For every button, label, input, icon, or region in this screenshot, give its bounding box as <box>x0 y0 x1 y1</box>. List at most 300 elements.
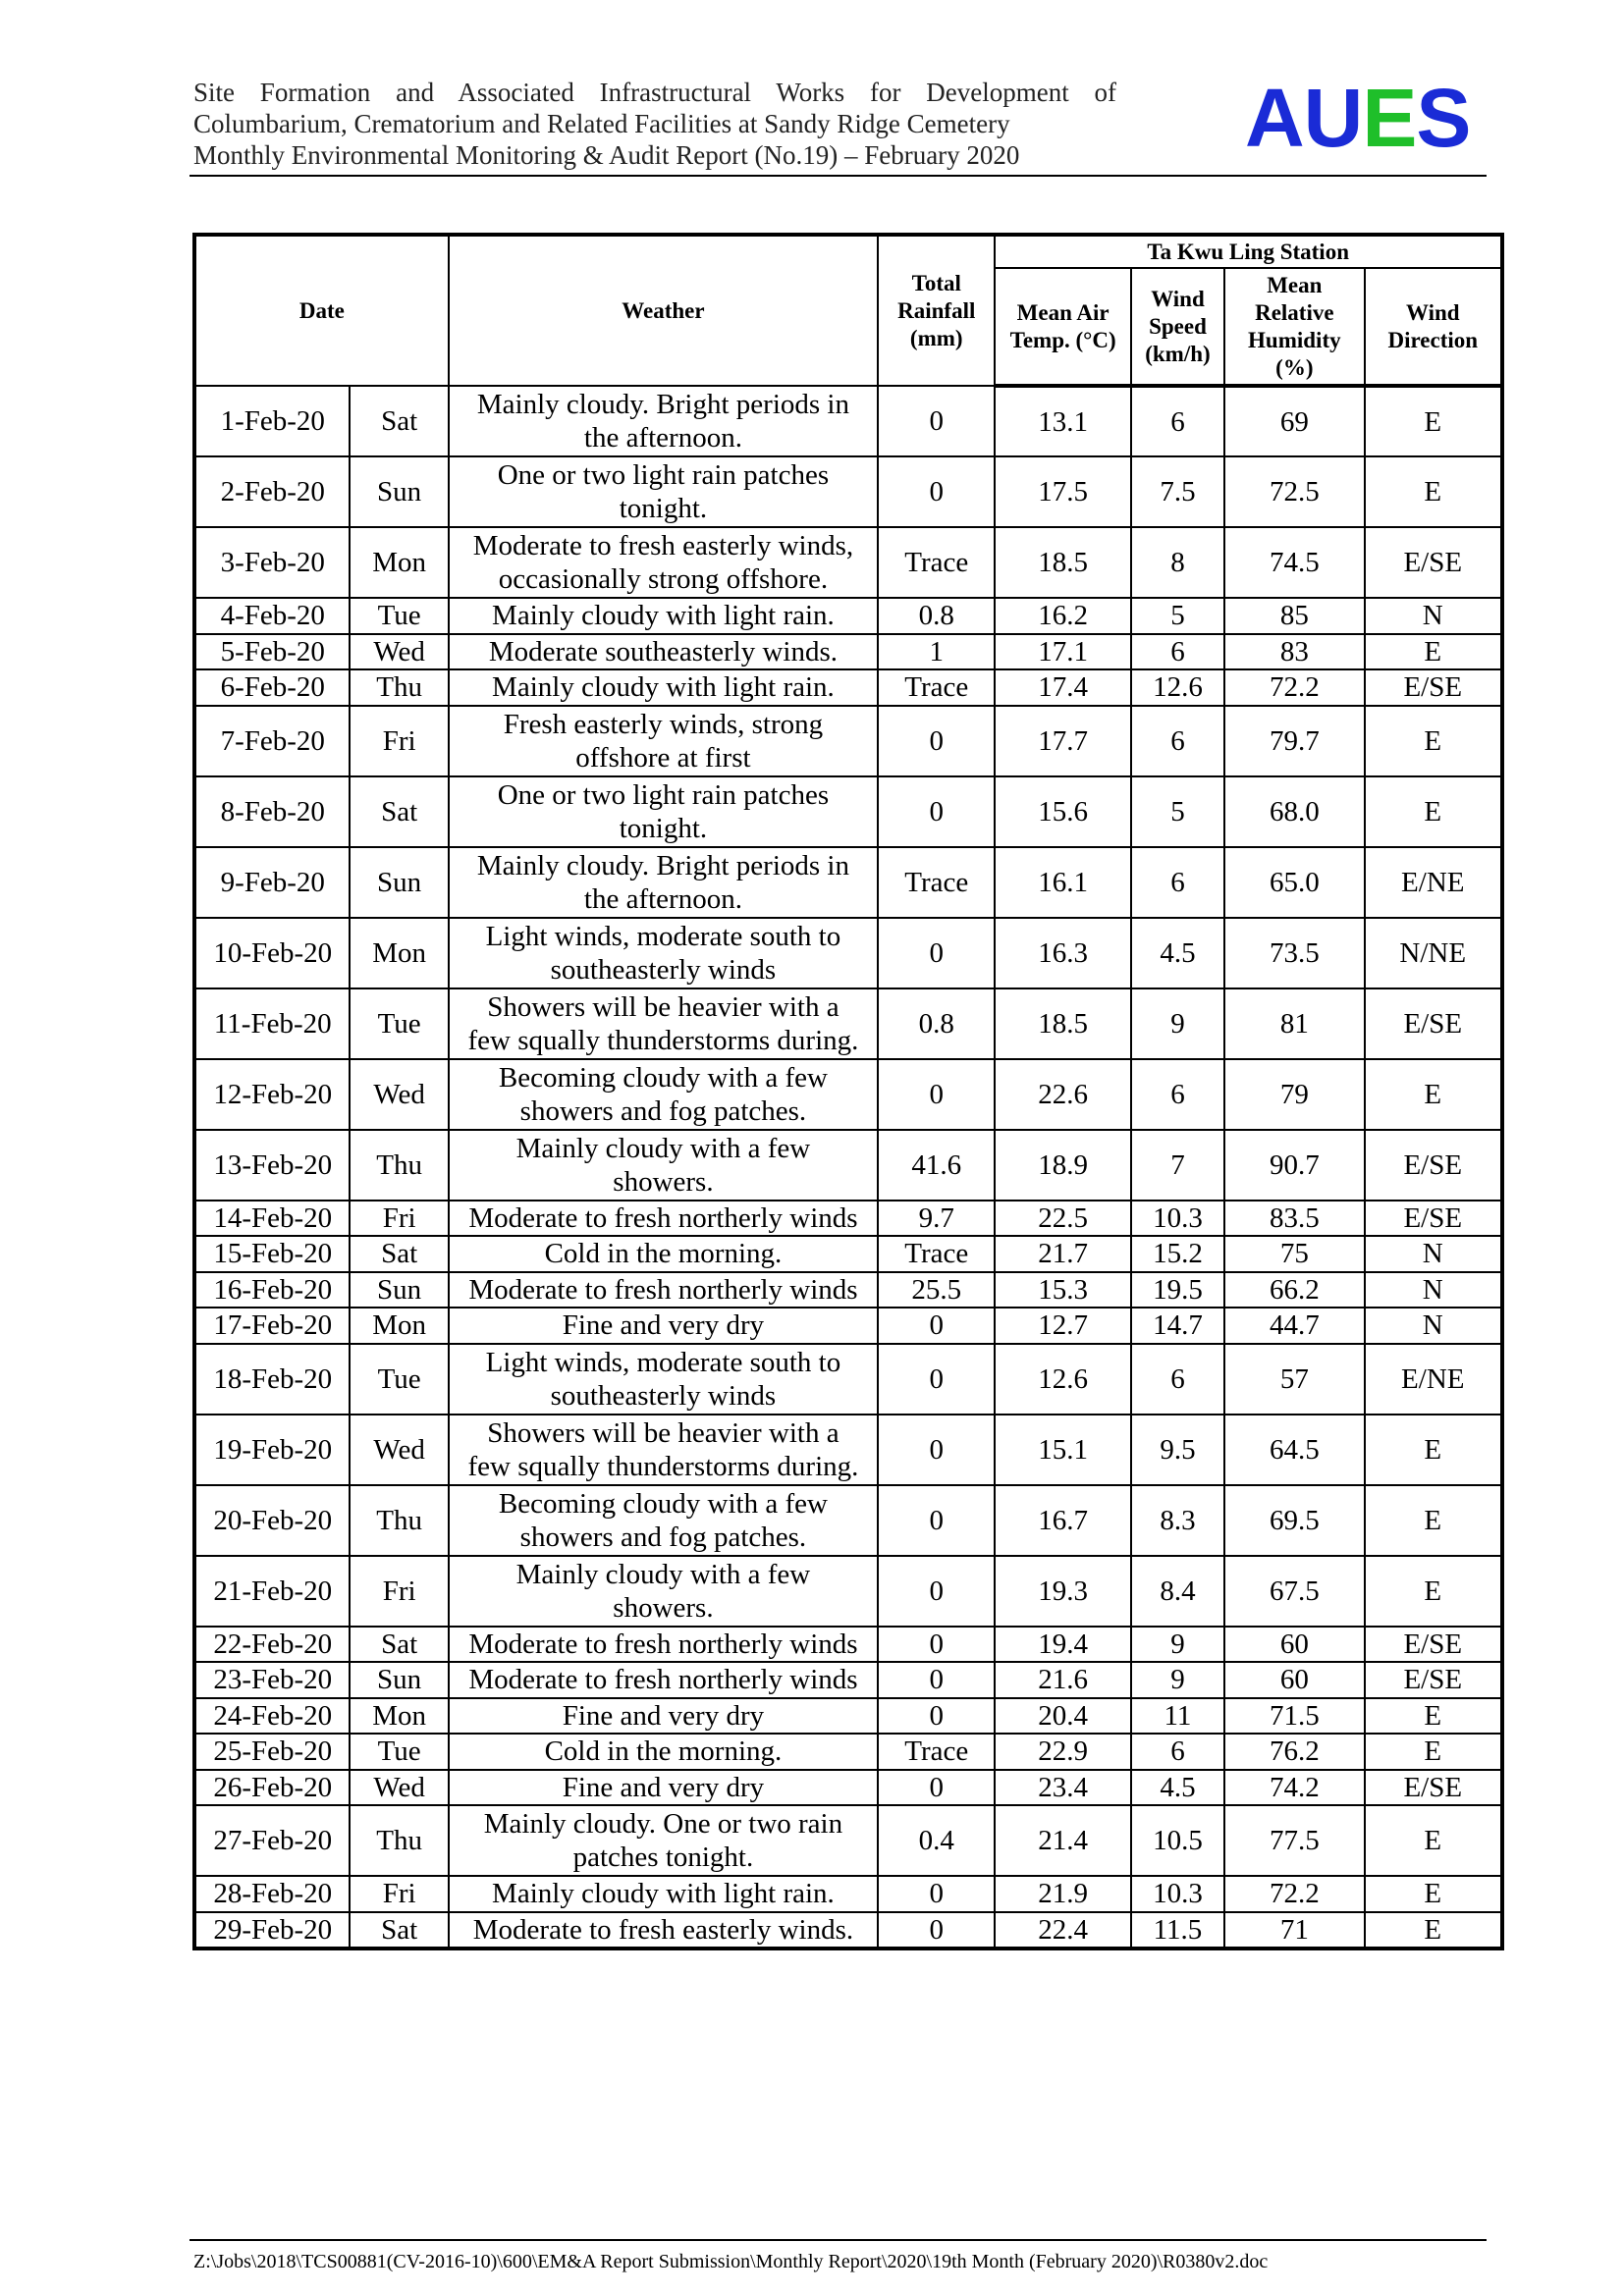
wind-direction-cell: E/NE <box>1365 847 1502 918</box>
weather-cell <box>449 1344 878 1415</box>
table-row <box>194 1912 1502 1949</box>
wind-speed-cell: 5 <box>1131 776 1224 847</box>
date-cell: 22-Feb-20 <box>194 1627 350 1663</box>
day-cell: Sun <box>350 456 448 527</box>
rainfall-cell: 0 <box>878 1698 995 1735</box>
weather-cell <box>449 1876 878 1912</box>
weather-line: Moderate to fresh northerly winds <box>468 1628 858 1660</box>
rainfall-cell: 0 <box>878 706 995 776</box>
weather-cell <box>449 1805 878 1876</box>
humidity-cell: 83 <box>1224 634 1364 670</box>
wind-direction-cell: E/SE <box>1365 527 1502 598</box>
table-row <box>194 1662 1502 1698</box>
weather-line: One or two light rain patches <box>497 778 830 811</box>
wind-direction-cell: E <box>1365 456 1502 527</box>
weather-line: Fine and very dry <box>562 1771 765 1803</box>
table-row <box>194 1770 1502 1806</box>
weather-line: Fresh easterly winds, strong <box>503 708 824 740</box>
weather-line: Showers will be heavier with a <box>487 1416 839 1449</box>
weather-line: southeasterly winds <box>550 953 777 986</box>
table-row <box>194 634 1502 670</box>
weather-line: showers. <box>613 1165 714 1198</box>
day-cell: Tue <box>350 988 448 1059</box>
weather-line: Fine and very dry <box>562 1309 765 1342</box>
wind-direction-cell: N <box>1365 1236 1502 1272</box>
day-cell: Sat <box>350 1236 448 1272</box>
day-cell: Sun <box>350 1272 448 1308</box>
date-cell: 24-Feb-20 <box>194 1698 350 1735</box>
weather-line: Mainly cloudy with light rain. <box>492 600 835 632</box>
temp-cell: 22.5 <box>995 1201 1130 1237</box>
wind-speed-cell: 6 <box>1131 1059 1224 1130</box>
rainfall-cell: 0 <box>878 1485 995 1556</box>
table-row <box>194 1201 1502 1237</box>
weather-line: southeasterly winds <box>550 1379 777 1412</box>
temp-cell: 15.3 <box>995 1272 1130 1308</box>
table-row <box>194 918 1502 988</box>
temp-cell: 22.6 <box>995 1059 1130 1130</box>
date-cell: 3-Feb-20 <box>194 527 350 598</box>
humidity-cell: 64.5 <box>1224 1415 1364 1485</box>
weather-line: Mainly cloudy with a few <box>515 1132 811 1164</box>
weather-line: Mainly cloudy with light rain. <box>492 671 835 704</box>
weather-line: One or two light rain patches <box>497 459 830 491</box>
humidity-cell: 90.7 <box>1224 1130 1364 1201</box>
wind-speed-cell: 6 <box>1131 1344 1224 1415</box>
date-cell: 25-Feb-20 <box>194 1734 350 1770</box>
weather-cell <box>449 386 878 456</box>
day-cell: Sat <box>350 1912 448 1949</box>
wind-speed-cell: 11.5 <box>1131 1912 1224 1949</box>
temp-cell: 21.4 <box>995 1805 1130 1876</box>
rainfall-cell: 0.8 <box>878 988 995 1059</box>
day-cell: Fri <box>350 1201 448 1237</box>
weather-cell <box>449 1272 878 1308</box>
rainfall-cell: 0 <box>878 776 995 847</box>
weather-cell <box>449 1308 878 1344</box>
weather-line: Mainly cloudy with light rain. <box>492 1878 835 1910</box>
humidity-cell: 75 <box>1224 1236 1364 1272</box>
wind-direction-cell: E <box>1365 1876 1502 1912</box>
rainfall-cell: Trace <box>878 1734 995 1770</box>
table-row <box>194 1059 1502 1130</box>
day-cell: Thu <box>350 1805 448 1876</box>
rainfall-cell: Trace <box>878 527 995 598</box>
wind-direction-cell: E <box>1365 776 1502 847</box>
header-line-1: Site Formation and Associated Infrastructural Works for Development of <box>193 78 1116 107</box>
weather-cell <box>449 1059 878 1130</box>
day-cell: Thu <box>350 1485 448 1556</box>
wind-direction-cell: E/SE <box>1365 1662 1502 1698</box>
table-row <box>194 1272 1502 1308</box>
day-cell: Tue <box>350 598 448 634</box>
temp-cell: 15.6 <box>995 776 1130 847</box>
humidity-cell: 79.7 <box>1224 706 1364 776</box>
day-cell: Fri <box>350 1556 448 1627</box>
wind-speed-cell: 11 <box>1131 1698 1224 1735</box>
date-cell: 14-Feb-20 <box>194 1201 350 1237</box>
humidity-cell: 67.5 <box>1224 1556 1364 1627</box>
wind-speed-cell: 4.5 <box>1131 918 1224 988</box>
wind-direction-cell: N <box>1365 1272 1502 1308</box>
humidity-cell: 72.2 <box>1224 669 1364 706</box>
wind-direction-cell: E <box>1365 634 1502 670</box>
date-cell: 4-Feb-20 <box>194 598 350 634</box>
rainfall-cell: 0 <box>878 1770 995 1806</box>
temp-cell: 20.4 <box>995 1698 1130 1735</box>
temp-cell: 19.4 <box>995 1627 1130 1663</box>
wind-direction-cell: E <box>1365 1415 1502 1485</box>
date-cell: 26-Feb-20 <box>194 1770 350 1806</box>
rainfall-cell: 9.7 <box>878 1201 995 1237</box>
weather-cell <box>449 1130 878 1201</box>
wind-speed-cell: 8.3 <box>1131 1485 1224 1556</box>
wind-speed-cell: 6 <box>1131 706 1224 776</box>
footer-divider <box>189 2239 1487 2241</box>
wind-direction-cell: E/SE <box>1365 1201 1502 1237</box>
wind-direction-cell: E <box>1365 1485 1502 1556</box>
weather-cell <box>449 1734 878 1770</box>
weather-cell <box>449 1236 878 1272</box>
weather-line: offshore at first <box>575 741 751 774</box>
humidity-cell: 66.2 <box>1224 1272 1364 1308</box>
weather-data-table <box>192 233 1504 1950</box>
header-line-3: Monthly Environmental Monitoring & Audit Report (No.19) – February 2020 <box>193 140 1020 170</box>
day-cell: Thu <box>350 669 448 706</box>
table-row <box>194 1805 1502 1876</box>
table-row <box>194 1876 1502 1912</box>
table-row <box>194 1415 1502 1485</box>
date-cell: 27-Feb-20 <box>194 1805 350 1876</box>
header-date: Date <box>194 235 449 386</box>
weather-cell <box>449 1912 878 1949</box>
day-cell: Fri <box>350 706 448 776</box>
rainfall-cell: 0 <box>878 456 995 527</box>
weather-line: Cold in the morning. <box>544 1238 783 1270</box>
weather-line: showers and fog patches. <box>519 1095 807 1127</box>
wind-speed-cell: 4.5 <box>1131 1770 1224 1806</box>
weather-line: the afternoon. <box>583 882 742 915</box>
weather-line: showers and fog patches. <box>519 1521 807 1553</box>
humidity-cell: 44.7 <box>1224 1308 1364 1344</box>
date-cell: 13-Feb-20 <box>194 1130 350 1201</box>
date-cell: 23-Feb-20 <box>194 1662 350 1698</box>
wind-speed-cell: 10.3 <box>1131 1201 1224 1237</box>
wind-speed-cell: 8.4 <box>1131 1556 1224 1627</box>
rainfall-cell: 0 <box>878 918 995 988</box>
weather-cell <box>449 1201 878 1237</box>
weather-line: Mainly cloudy. Bright periods in <box>476 849 849 881</box>
date-cell: 15-Feb-20 <box>194 1236 350 1272</box>
humidity-cell: 73.5 <box>1224 918 1364 988</box>
weather-line: occasionally strong offshore. <box>498 563 829 595</box>
wind-speed-cell: 12.6 <box>1131 669 1224 706</box>
rainfall-cell: 0 <box>878 1344 995 1415</box>
temp-cell: 21.6 <box>995 1662 1130 1698</box>
wind-direction-cell: E <box>1365 1805 1502 1876</box>
date-cell: 12-Feb-20 <box>194 1059 350 1130</box>
wind-speed-cell: 6 <box>1131 634 1224 670</box>
weather-line: Moderate to fresh northerly winds <box>468 1664 858 1696</box>
weather-cell <box>449 669 878 706</box>
date-cell: 11-Feb-20 <box>194 988 350 1059</box>
temp-cell: 17.7 <box>995 706 1130 776</box>
weather-cell <box>449 1556 878 1627</box>
weather-cell <box>449 706 878 776</box>
wind-speed-cell: 15.2 <box>1131 1236 1224 1272</box>
date-cell: 17-Feb-20 <box>194 1308 350 1344</box>
date-cell: 20-Feb-20 <box>194 1485 350 1556</box>
day-cell: Wed <box>350 1059 448 1130</box>
day-cell: Mon <box>350 1698 448 1735</box>
table-row <box>194 456 1502 527</box>
weather-line: Becoming cloudy with a few <box>498 1061 828 1094</box>
humidity-cell: 74.2 <box>1224 1770 1364 1806</box>
weather-line: Moderate to fresh northerly winds <box>468 1201 858 1234</box>
table-row <box>194 776 1502 847</box>
header-station: Ta Kwu Ling Station <box>995 235 1502 268</box>
weather-cell <box>449 1627 878 1663</box>
humidity-cell: 74.5 <box>1224 527 1364 598</box>
table-row <box>194 1698 1502 1735</box>
weather-cell <box>449 1662 878 1698</box>
humidity-cell: 71 <box>1224 1912 1364 1949</box>
wind-speed-cell: 5 <box>1131 598 1224 634</box>
day-cell: Wed <box>350 634 448 670</box>
wind-direction-cell: E <box>1365 1734 1502 1770</box>
rainfall-cell: 0 <box>878 1415 995 1485</box>
temp-cell: 13.1 <box>995 386 1130 456</box>
wind-direction-cell: E <box>1365 1059 1502 1130</box>
table-row <box>194 386 1502 456</box>
document-header <box>193 77 1116 171</box>
wind-direction-cell: N <box>1365 1308 1502 1344</box>
humidity-cell: 57 <box>1224 1344 1364 1415</box>
weather-line: Mainly cloudy. Bright periods in <box>476 389 849 420</box>
table-row <box>194 1627 1502 1663</box>
wind-speed-cell: 6 <box>1131 386 1224 456</box>
humidity-cell: 60 <box>1224 1627 1364 1663</box>
humidity-cell: 77.5 <box>1224 1805 1364 1876</box>
day-cell: Thu <box>350 1130 448 1201</box>
weather-line: Showers will be heavier with a <box>487 990 839 1023</box>
weather-line: Moderate to fresh easterly winds. <box>472 1913 854 1946</box>
temp-cell: 21.9 <box>995 1876 1130 1912</box>
table-row <box>194 988 1502 1059</box>
header-rainfall: Total Rainfall (mm) <box>878 235 995 386</box>
date-cell: 18-Feb-20 <box>194 1344 350 1415</box>
table-row <box>194 1130 1502 1201</box>
table-row <box>194 1308 1502 1344</box>
rainfall-cell: Trace <box>878 1236 995 1272</box>
wind-speed-cell: 10.5 <box>1131 1805 1224 1876</box>
table-row <box>194 1344 1502 1415</box>
rainfall-cell: 0 <box>878 1556 995 1627</box>
footer-file-path: Z:\Jobs\2018\TCS00881(CV-2016-10)\600\EM&A Report Submission\Monthly Report\2020\19th Month (February 2020)\R0380v2.doc <box>193 2251 1269 2272</box>
rainfall-cell: 0.8 <box>878 598 995 634</box>
date-cell: 16-Feb-20 <box>194 1272 350 1308</box>
wind-speed-cell: 9 <box>1131 988 1224 1059</box>
humidity-cell: 69 <box>1224 386 1364 456</box>
weather-cell <box>449 456 878 527</box>
wind-direction-cell: N <box>1365 598 1502 634</box>
header-divider <box>189 175 1487 177</box>
weather-line: Mainly cloudy with a few <box>515 1558 811 1590</box>
weather-line: the afternoon. <box>583 422 742 454</box>
humidity-cell: 83.5 <box>1224 1201 1364 1237</box>
wind-direction-cell: E <box>1365 1698 1502 1735</box>
temp-cell: 17.1 <box>995 634 1130 670</box>
rainfall-cell: 1 <box>878 634 995 670</box>
wind-direction-cell: E/SE <box>1365 988 1502 1059</box>
day-cell: Sat <box>350 776 448 847</box>
date-cell: 7-Feb-20 <box>194 706 350 776</box>
temp-cell: 18.5 <box>995 988 1130 1059</box>
wind-speed-cell: 9.5 <box>1131 1415 1224 1485</box>
temp-cell: 23.4 <box>995 1770 1130 1806</box>
weather-line: tonight. <box>619 812 708 844</box>
table-row <box>194 1485 1502 1556</box>
temp-cell: 12.6 <box>995 1344 1130 1415</box>
weather-line: Moderate to fresh easterly winds, <box>472 530 854 561</box>
humidity-cell: 71.5 <box>1224 1698 1364 1735</box>
wind-direction-cell: E/SE <box>1365 1130 1502 1201</box>
date-cell: 8-Feb-20 <box>194 776 350 847</box>
weather-cell <box>449 1415 878 1485</box>
weather-cell <box>449 918 878 988</box>
table-body <box>194 386 1502 1949</box>
header-wind-speed: Wind Speed (km/h) <box>1131 268 1224 386</box>
weather-cell <box>449 1698 878 1735</box>
wind-speed-cell: 7 <box>1131 1130 1224 1201</box>
wind-direction-cell: E <box>1365 1556 1502 1627</box>
wind-direction-cell: N/NE <box>1365 918 1502 988</box>
humidity-cell: 72.2 <box>1224 1876 1364 1912</box>
rainfall-cell: 41.6 <box>878 1130 995 1201</box>
table-row <box>194 706 1502 776</box>
wind-speed-cell: 14.7 <box>1131 1308 1224 1344</box>
weather-line: few squally thunderstorms during. <box>467 1450 859 1482</box>
temp-cell: 18.5 <box>995 527 1130 598</box>
wind-speed-cell: 6 <box>1131 1734 1224 1770</box>
humidity-cell: 85 <box>1224 598 1364 634</box>
wind-direction-cell: E/SE <box>1365 669 1502 706</box>
wind-speed-cell: 8 <box>1131 527 1224 598</box>
temp-cell: 17.4 <box>995 669 1130 706</box>
temp-cell: 18.9 <box>995 1130 1130 1201</box>
weather-line: Fine and very dry <box>562 1699 765 1732</box>
weather-cell <box>449 1485 878 1556</box>
weather-cell <box>449 988 878 1059</box>
table-row <box>194 1236 1502 1272</box>
rainfall-cell: Trace <box>878 669 995 706</box>
date-cell: 29-Feb-20 <box>194 1912 350 1949</box>
day-cell: Mon <box>350 527 448 598</box>
table-row <box>194 1734 1502 1770</box>
weather-line: Light winds, moderate south to <box>485 1346 841 1378</box>
weather-line: Moderate to fresh northerly winds <box>468 1273 858 1306</box>
weather-line: Moderate southeasterly winds. <box>488 635 839 667</box>
date-cell: 19-Feb-20 <box>194 1415 350 1485</box>
date-cell: 10-Feb-20 <box>194 918 350 988</box>
wind-direction-cell: E/NE <box>1365 1344 1502 1415</box>
rainfall-cell: 25.5 <box>878 1272 995 1308</box>
date-cell: 2-Feb-20 <box>194 456 350 527</box>
humidity-cell: 76.2 <box>1224 1734 1364 1770</box>
humidity-cell: 79 <box>1224 1059 1364 1130</box>
day-cell: Wed <box>350 1415 448 1485</box>
date-cell: 1-Feb-20 <box>194 386 350 456</box>
table-row <box>194 527 1502 598</box>
rainfall-cell: Trace <box>878 847 995 918</box>
temp-cell: 16.3 <box>995 918 1130 988</box>
temp-cell: 12.7 <box>995 1308 1130 1344</box>
weather-line: tonight. <box>619 493 708 524</box>
header-line-2: Columbarium, Crematorium and Related Facilities at Sandy Ridge Cemetery <box>193 109 1010 138</box>
temp-cell: 21.7 <box>995 1236 1130 1272</box>
rainfall-cell: 0 <box>878 1912 995 1949</box>
weather-line: Light winds, moderate south to <box>485 920 841 952</box>
day-cell: Mon <box>350 1308 448 1344</box>
humidity-cell: 65.0 <box>1224 847 1364 918</box>
weather-cell <box>449 847 878 918</box>
day-cell: Wed <box>350 1770 448 1806</box>
rainfall-cell: 0 <box>878 1308 995 1344</box>
rainfall-cell: 0 <box>878 386 995 456</box>
weather-line: Cold in the morning. <box>544 1735 783 1768</box>
temp-cell: 17.5 <box>995 456 1130 527</box>
header-weather: Weather <box>449 235 878 386</box>
humidity-cell: 69.5 <box>1224 1485 1364 1556</box>
weather-line: Becoming cloudy with a few <box>498 1487 828 1520</box>
aues-logo: AUES <box>1245 72 1471 164</box>
temp-cell: 19.3 <box>995 1556 1130 1627</box>
humidity-cell: 72.5 <box>1224 456 1364 527</box>
day-cell: Mon <box>350 918 448 988</box>
wind-direction-cell: E <box>1365 1912 1502 1949</box>
temp-cell: 15.1 <box>995 1415 1130 1485</box>
temp-cell: 22.9 <box>995 1734 1130 1770</box>
day-cell: Sat <box>350 386 448 456</box>
temp-cell: 16.1 <box>995 847 1130 918</box>
wind-speed-cell: 19.5 <box>1131 1272 1224 1308</box>
table-row <box>194 669 1502 706</box>
wind-speed-cell: 7.5 <box>1131 456 1224 527</box>
date-cell: 9-Feb-20 <box>194 847 350 918</box>
date-cell: 21-Feb-20 <box>194 1556 350 1627</box>
humidity-cell: 60 <box>1224 1662 1364 1698</box>
date-cell: 28-Feb-20 <box>194 1876 350 1912</box>
weather-line: Mainly cloudy. One or two rain <box>483 1808 843 1840</box>
date-cell: 6-Feb-20 <box>194 669 350 706</box>
day-cell: Sun <box>350 847 448 918</box>
weather-line: showers. <box>613 1591 714 1624</box>
day-cell: Tue <box>350 1344 448 1415</box>
wind-direction-cell: E/SE <box>1365 1770 1502 1806</box>
table-row <box>194 1556 1502 1627</box>
rainfall-cell: 0 <box>878 1876 995 1912</box>
wind-speed-cell: 6 <box>1131 847 1224 918</box>
wind-speed-cell: 10.3 <box>1131 1876 1224 1912</box>
rainfall-cell: 0.4 <box>878 1805 995 1876</box>
day-cell: Fri <box>350 1876 448 1912</box>
temp-cell: 16.7 <box>995 1485 1130 1556</box>
weather-cell <box>449 776 878 847</box>
header-wind-direction: Wind Direction <box>1365 268 1502 386</box>
date-cell: 5-Feb-20 <box>194 634 350 670</box>
weather-line: patches tonight. <box>572 1842 754 1873</box>
weather-cell <box>449 634 878 670</box>
